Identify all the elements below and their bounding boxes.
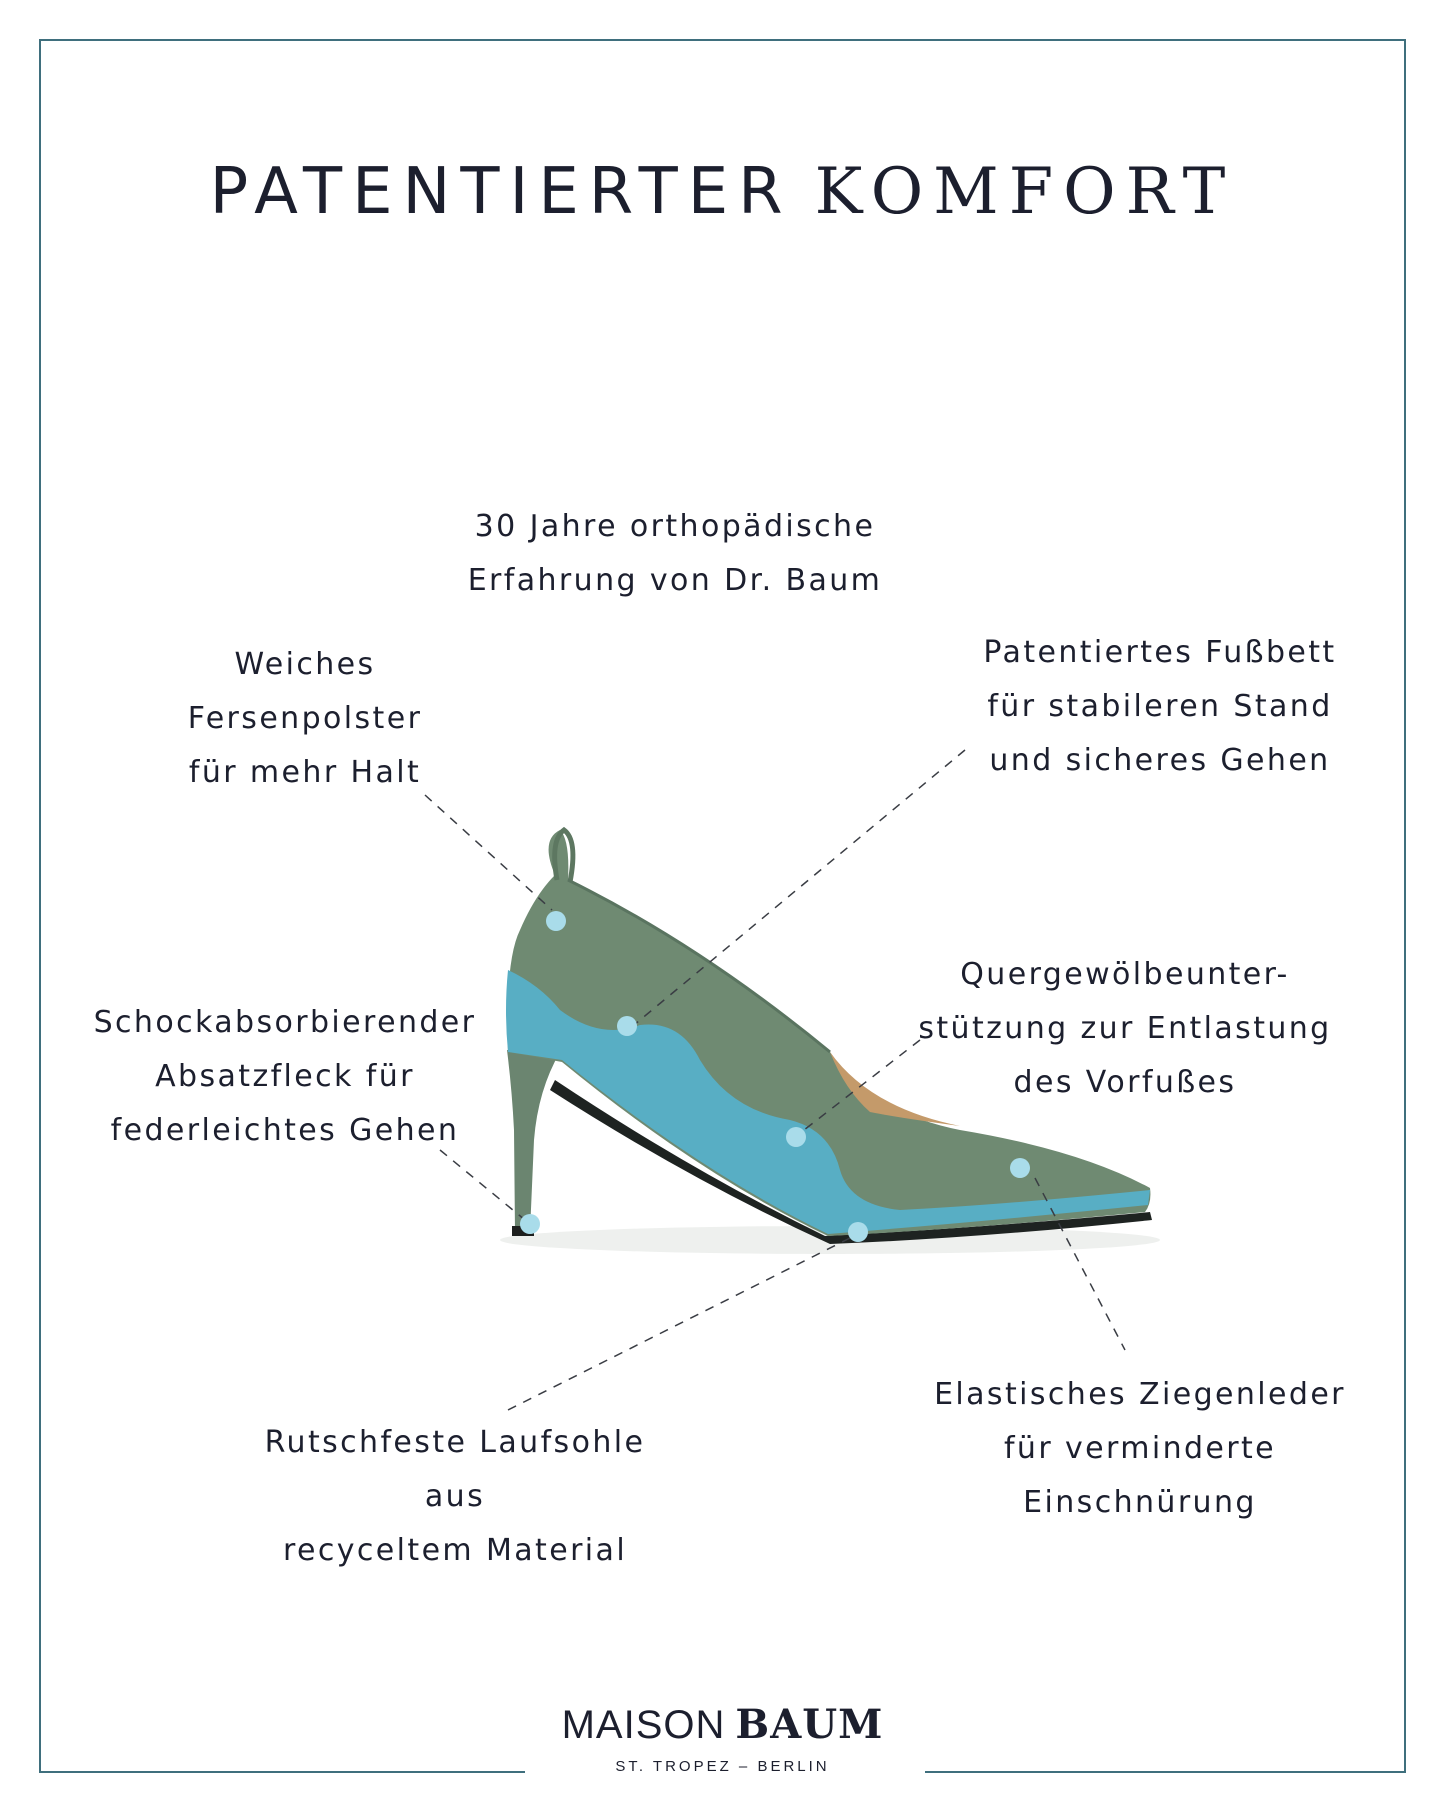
feature-footbed: Patentiertes Fußbett für stabileren Stand und sicheres Gehen xyxy=(983,635,1337,778)
brand-logo xyxy=(0,1701,1445,1748)
feature-leather: Elastisches Ziegenleder für verminderte Einschnürung xyxy=(934,1377,1346,1520)
heel-stiletto xyxy=(507,1050,560,1232)
marker-heel-pad xyxy=(546,911,566,931)
leader-heel-pad xyxy=(425,795,552,910)
title-part-2: KOMFORT xyxy=(814,155,1236,229)
brand-name-part-1: MAISON xyxy=(561,1703,726,1747)
feature-experience: 30 Jahre orthopädische Erfahrung von Dr. Baum xyxy=(467,509,883,598)
feature-arch-support: Quergewölbeunter- stützung zur Entlastung des Vorfußes xyxy=(918,957,1332,1100)
brand-tagline: ST. TROPEZ – BERLIN xyxy=(615,1758,830,1775)
marker-shock-absorbing xyxy=(520,1214,540,1234)
feature-shock-absorbing: Schockabsorbierender Absatzfleck für federleichtes Gehen xyxy=(93,1005,477,1148)
feature-heel-pad: Weiches Fersenpolster für mehr Halt xyxy=(187,647,423,790)
leader-shock-absorbing xyxy=(440,1150,525,1220)
brand-name-part-2: BAUM xyxy=(735,1701,884,1748)
marker-outsole xyxy=(848,1222,868,1242)
leader-outsole xyxy=(508,1238,850,1410)
title-part-1: PATENTIERTER xyxy=(209,155,793,229)
marker-arch-support xyxy=(786,1127,806,1147)
marker-footbed xyxy=(617,1016,637,1036)
feature-outsole: Rutschfeste Laufsohle aus recyceltem Material xyxy=(264,1425,646,1568)
marker-leather xyxy=(1010,1158,1030,1178)
